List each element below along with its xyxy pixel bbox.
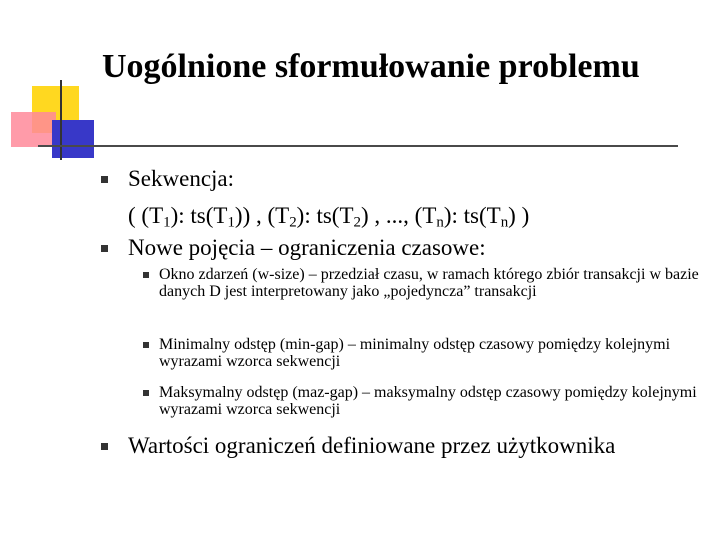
sub-bullet-min-gap: Minimalny odstęp (min-gap) – minimalny odstęp czasowy pomiędzy kolejnymi wyrazami wzorca sekwencji: [159, 336, 671, 370]
decor-vertical-line: [60, 80, 62, 160]
decor-blue-square: [52, 120, 94, 158]
slide-title: Uogólnione sformułowanie problemu: [102, 48, 640, 85]
sub-bullet-event-window: Okno zdarzeń (w-size) – przedział czasu, w ramach którego zbiór transakcji w bazie danych D jest interpretowany jako „pojedyncza” transakcji: [159, 266, 699, 300]
bullet-sequence-label: Sekwencja:: [128, 166, 235, 191]
bullet-user-defined: Wartości ograniczeń definiowane przez użytkownika: [128, 433, 616, 458]
sub-bullet-square-icon: [143, 390, 149, 396]
bullet-square-icon: [101, 245, 108, 252]
sub-bullet-square-icon: [143, 342, 149, 348]
sub-bullet-max-gap: Maksymalny odstęp (maz-gap) – maksymalny odstęp czasowy pomiędzy kolejnymi wyrazami wzorca sekwencji: [159, 384, 697, 418]
bullet-square-icon: [101, 176, 108, 183]
sub-bullet-square-icon: [143, 272, 149, 278]
title-underline: [38, 145, 678, 147]
bullet-new-concepts: Nowe pojęcia – ograniczenia czasowe:: [128, 235, 486, 260]
decor-red-square: [11, 112, 56, 147]
bullet-square-icon: [101, 443, 108, 450]
sequence-formula: ( $(T_1)$: $ts(T_1)$) , $(T_2)$: $ts(T_2)$ , ..., $(T_n)$: $ts(T_n)$ ): [128, 203, 530, 231]
